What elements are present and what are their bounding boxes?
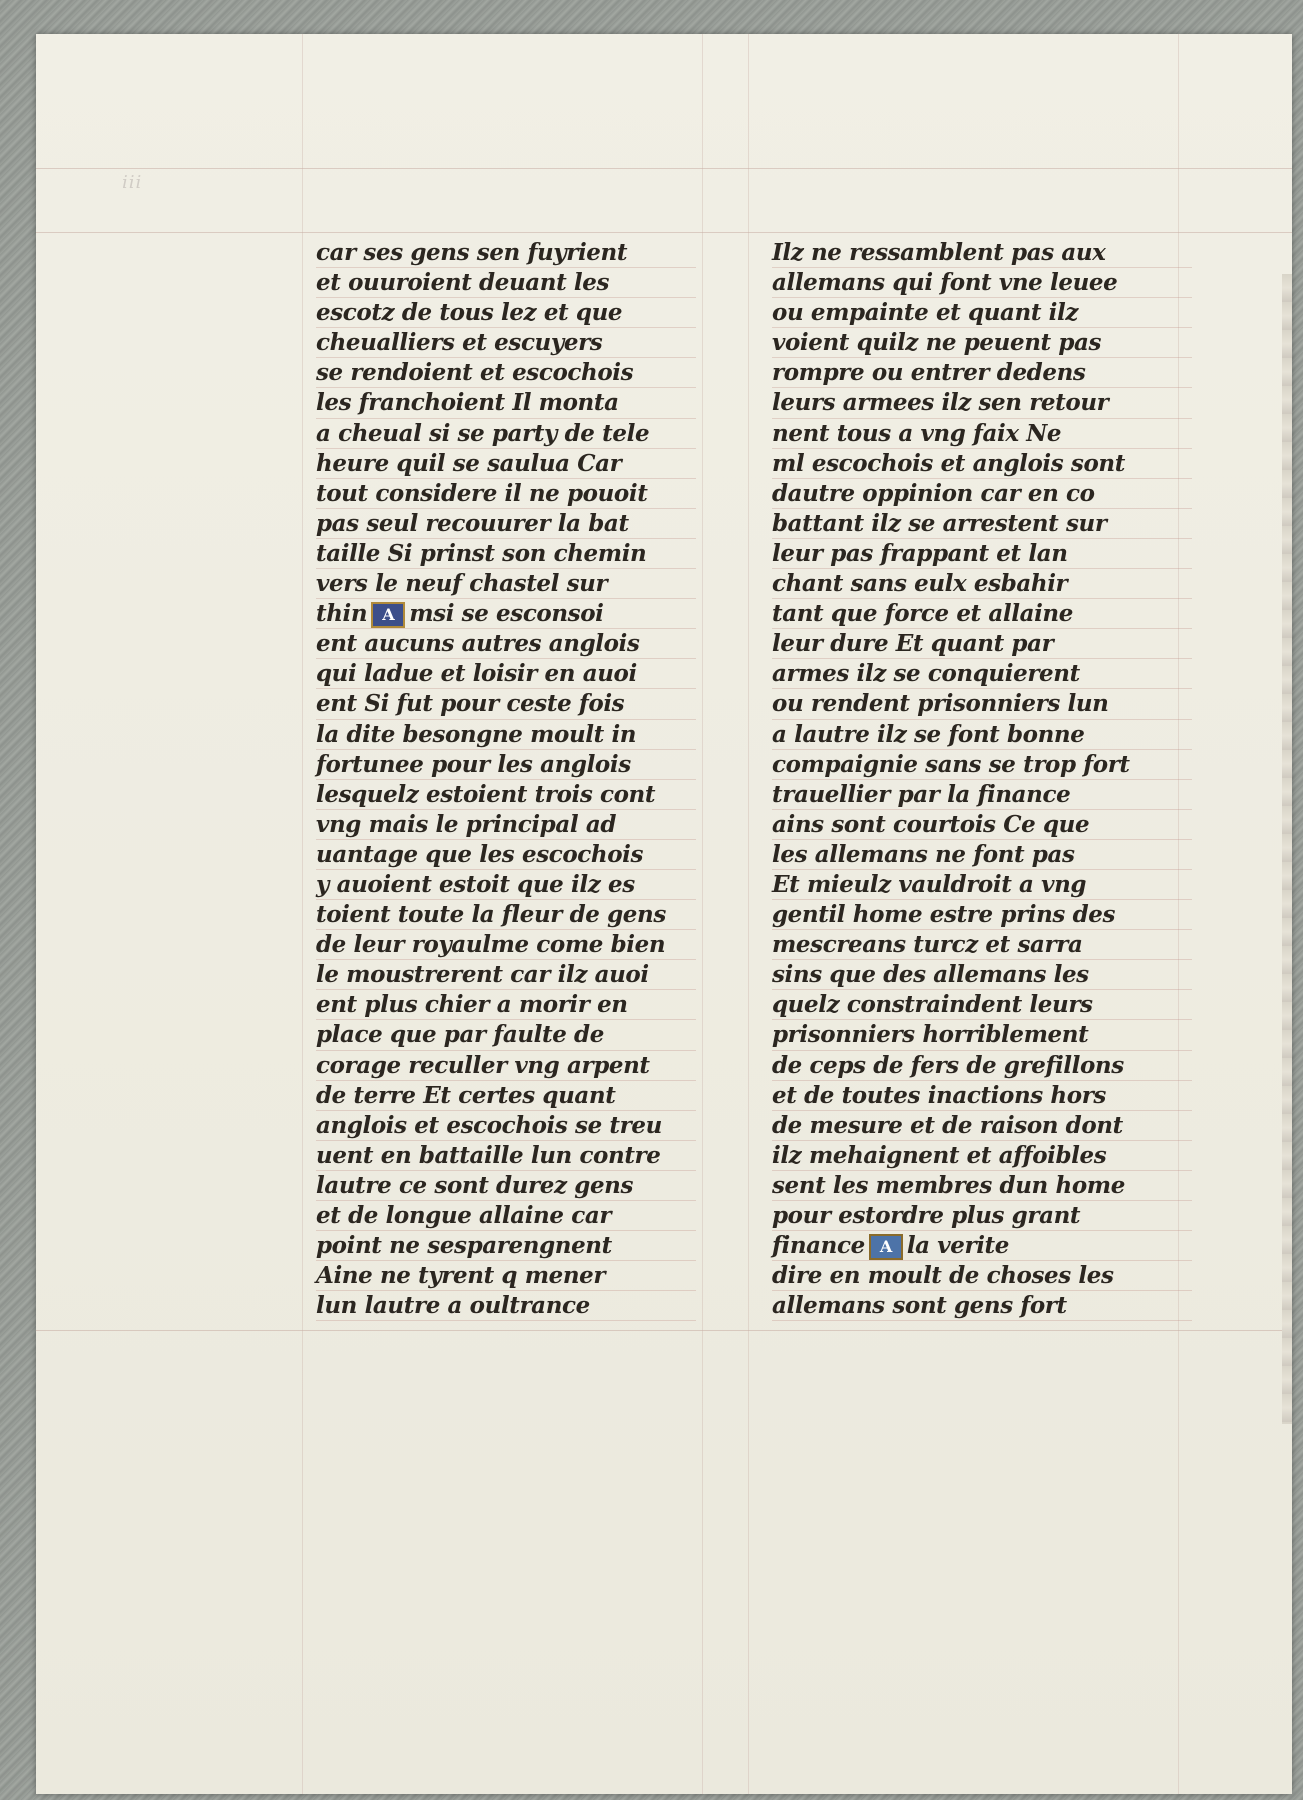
text-line: leur dure Et quant par [772,629,1192,659]
text-line: sent les membres dun home [772,1171,1192,1201]
text-line: Et mieulz vauldroit a vng [772,870,1192,900]
text-line: anglois et escochois se treu [316,1111,696,1141]
text-line: chant sans eulx esbahir [772,569,1192,599]
text-line: fortunee pour les anglois [316,750,696,780]
text-line: ilz mehaignent et affoibles [772,1141,1192,1171]
text-line: taille Si prinst son chemin [316,539,696,569]
text-line: de mesure et de raison dont [772,1111,1192,1141]
text-line: Ilz ne ressamblent pas aux [772,238,1192,268]
text-line: les franchoient Il monta [316,388,696,418]
text-line: et de toutes inactions hors [772,1081,1192,1111]
text-line-with-initial [772,1231,1192,1261]
text-line: car ses gens sen fuyrient [316,238,696,268]
text-fragment: la verite [906,1232,1009,1260]
text-line: gentil home estre prins des [772,900,1192,930]
left-text-column [316,238,696,1321]
text-line: toient toute la fleur de gens [316,900,696,930]
text-line: battant ilz se arrestent sur [772,509,1192,539]
text-line: de terre Et certes quant [316,1081,696,1111]
text-line-with-initial [316,599,696,629]
text-line: leurs armees ilz sen retour [772,388,1192,418]
text-fragment: msi se esconsoi [409,600,604,628]
text-line: lun lautre a oultrance [316,1291,696,1321]
text-line: point ne sesparengnent [316,1231,696,1261]
text-line: allemans sont gens fort [772,1291,1192,1321]
text-line: nent tous a vng faix Ne [772,419,1192,449]
illuminated-initial: A [869,1234,903,1260]
text-line: ent plus chier a morir en [316,990,696,1020]
text-line: dire en moult de choses les [772,1261,1192,1291]
text-line: corage reculler vng arpent [316,1051,696,1081]
ruling-line [36,1330,1292,1331]
text-line: dautre oppinion car en co [772,479,1192,509]
text-line: ains sont courtois Ce que [772,810,1192,840]
text-line: les allemans ne font pas [772,840,1192,870]
text-line: lesquelz estoient trois cont [316,780,696,810]
text-line: de ceps de fers de grefillons [772,1051,1192,1081]
text-line: a cheual si se party de tele [316,419,696,449]
ruling-line [36,168,1292,169]
margin-note: iii [122,172,143,193]
text-line: lautre ce sont durez gens [316,1171,696,1201]
ruling-line [748,34,749,1794]
text-line: armes ilz se conquierent [772,659,1192,689]
right-text-column [772,238,1192,1321]
text-line: de leur royaulme come bien [316,930,696,960]
text-line: qui ladue et loisir en auoi [316,659,696,689]
text-line: rompre ou entrer dedens [772,358,1192,388]
text-line: heure quil se saulua Car [316,449,696,479]
text-line: ent aucuns autres anglois [316,629,696,659]
text-line: a lautre ilz se font bonne [772,720,1192,750]
text-line: allemans qui font vne leuee [772,268,1192,298]
text-line: vers le neuf chastel sur [316,569,696,599]
text-line: y auoient estoit que ilz es [316,870,696,900]
text-line: la dite besongne moult in [316,720,696,750]
ruling-line [302,34,303,1794]
text-line: trauellier par la finance [772,780,1192,810]
text-line: tant que force et allaine [772,599,1192,629]
text-line: le moustrerent car ilz auoi [316,960,696,990]
text-line: et de longue allaine car [316,1201,696,1231]
text-fragment: finance [772,1232,865,1260]
text-line: ou empainte et quant ilz [772,298,1192,328]
illuminated-initial: A [371,602,405,628]
text-line: voient quilz ne peuent pas [772,328,1192,358]
text-line: prisonniers horriblement [772,1020,1192,1050]
text-line: sins que des allemans les [772,960,1192,990]
text-line: pour estordre plus grant [772,1201,1192,1231]
text-line: et ouuroient deuant les [316,268,696,298]
text-line: tout considere il ne pouoit [316,479,696,509]
text-fragment: thin [316,600,368,628]
text-line: leur pas frappant et lan [772,539,1192,569]
text-line: ou rendent prisonniers lun [772,689,1192,719]
text-line: mescreans turcz et sarra [772,930,1192,960]
text-line: uantage que les escochois [316,840,696,870]
text-line: cheualliers et escuyers [316,328,696,358]
facing-page-edge [1282,274,1292,1424]
text-line: ent Si fut pour ceste fois [316,689,696,719]
text-line: quelz constraindent leurs [772,990,1192,1020]
text-line: ml escochois et anglois sont [772,449,1192,479]
text-line: vng mais le principal ad [316,810,696,840]
text-line: se rendoient et escochois [316,358,696,388]
text-line: escotz de tous lez et que [316,298,696,328]
text-line: uent en battaille lun contre [316,1141,696,1171]
text-line: pas seul recouurer la bat [316,509,696,539]
text-line: place que par faulte de [316,1020,696,1050]
text-line: compaignie sans se trop fort [772,750,1192,780]
ruling-line [702,34,703,1794]
ruling-line [36,232,1292,233]
text-line: Aine ne tyrent q mener [316,1261,696,1291]
